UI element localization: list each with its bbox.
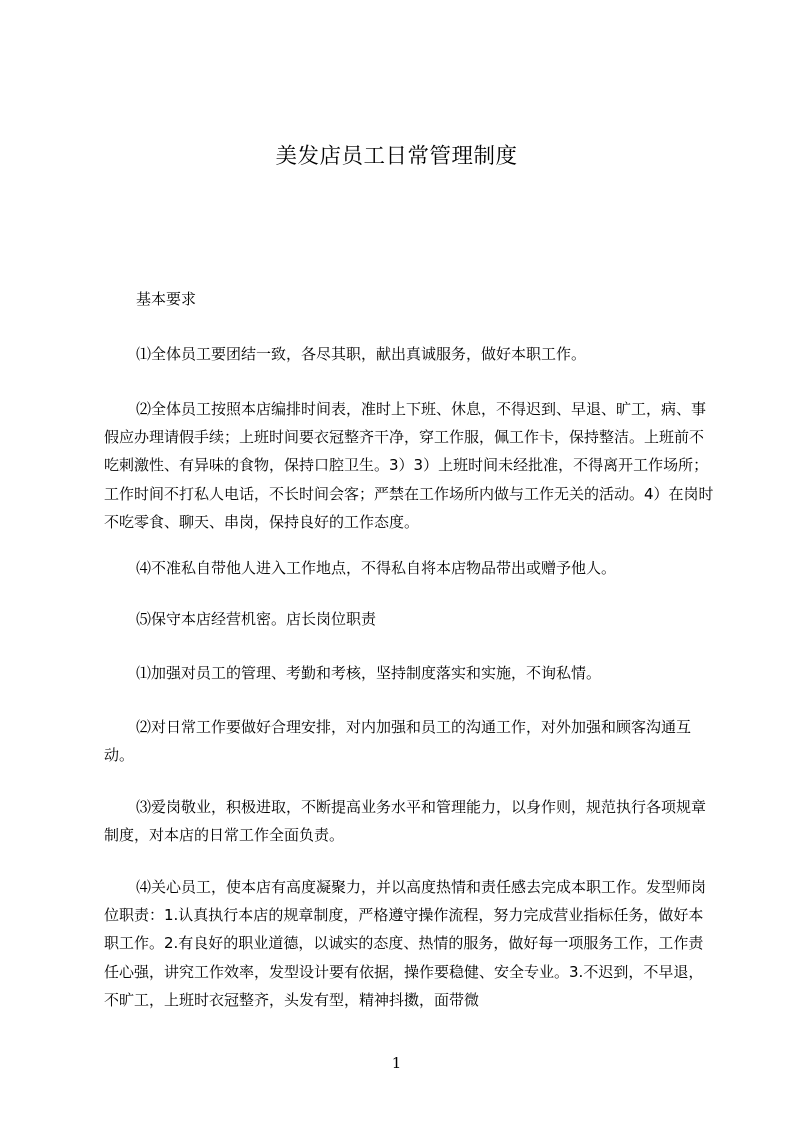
paragraph: ⑷关心员工，使本店有高度凝聚力，并以高度热情和责任感去完成本职工作。发型师岗位职责：1.认真执行本店的规章制度，严格遵守操作流程，努力完成营业指标任务，做好本职工作。2.有良好的职业道德，以诚实的态度、热情的服务，做好每一项服务工作，工作责任心强，讲究工作效率，发型设计要有依据，操作要稳健、安全专业。3.不迟到，不早退，不旷工，上班时衣冠整齐，头发有型，精神抖擞，面带微 <box>104 878 707 1009</box>
section-heading-basic-requirements: 基本要求 <box>136 290 197 308</box>
paragraph: ⑷不准私自带他人进入工作地点，不得私自将本店物品带出或赠予他人。 <box>136 559 617 577</box>
paragraph: ⑸保守本店经营机密。店长岗位职责 <box>136 610 377 628</box>
paragraph: ⑵全体员工按照本店编排时间表，准时上下班、休息，不得迟到、早退、旷工，病、事假应办理请假手续；上班时间要衣冠整齐干净，穿工作服，佩工作卡，保持整洁。上班前不吃刺激性、有异味的食物，保持口腔卫生。3）3）上班时间未经批准，不得离开工作场所；工作时间不打私人电话，不长时间会客；严禁在工作场所内做与工作无关的活动。4）在岗时不吃零食、聊天、串岗，保持良好的工作态度。 <box>104 400 714 531</box>
paragraph: ⑵对日常工作要做好合理安排，对内加强和员工的沟通工作，对外加强和顾客沟通互动。 <box>104 718 692 765</box>
paragraph: ⑴全体员工要团结一致，各尽其职，献出真诚服务，做好本职工作。 <box>136 345 587 363</box>
document-title: 美发店员工日常管理制度 <box>275 144 518 169</box>
page-number: 1 <box>391 1054 402 1072</box>
paragraph: ⑶爱岗敬业，积极进取，不断提高业务水平和管理能力，以身作则，规范执行各项规章制度，对本店的日常工作全面负责。 <box>104 798 707 845</box>
paragraph: ⑴加强对员工的管理、考勤和考核，坚持制度落实和实施，不询私情。 <box>136 664 602 682</box>
